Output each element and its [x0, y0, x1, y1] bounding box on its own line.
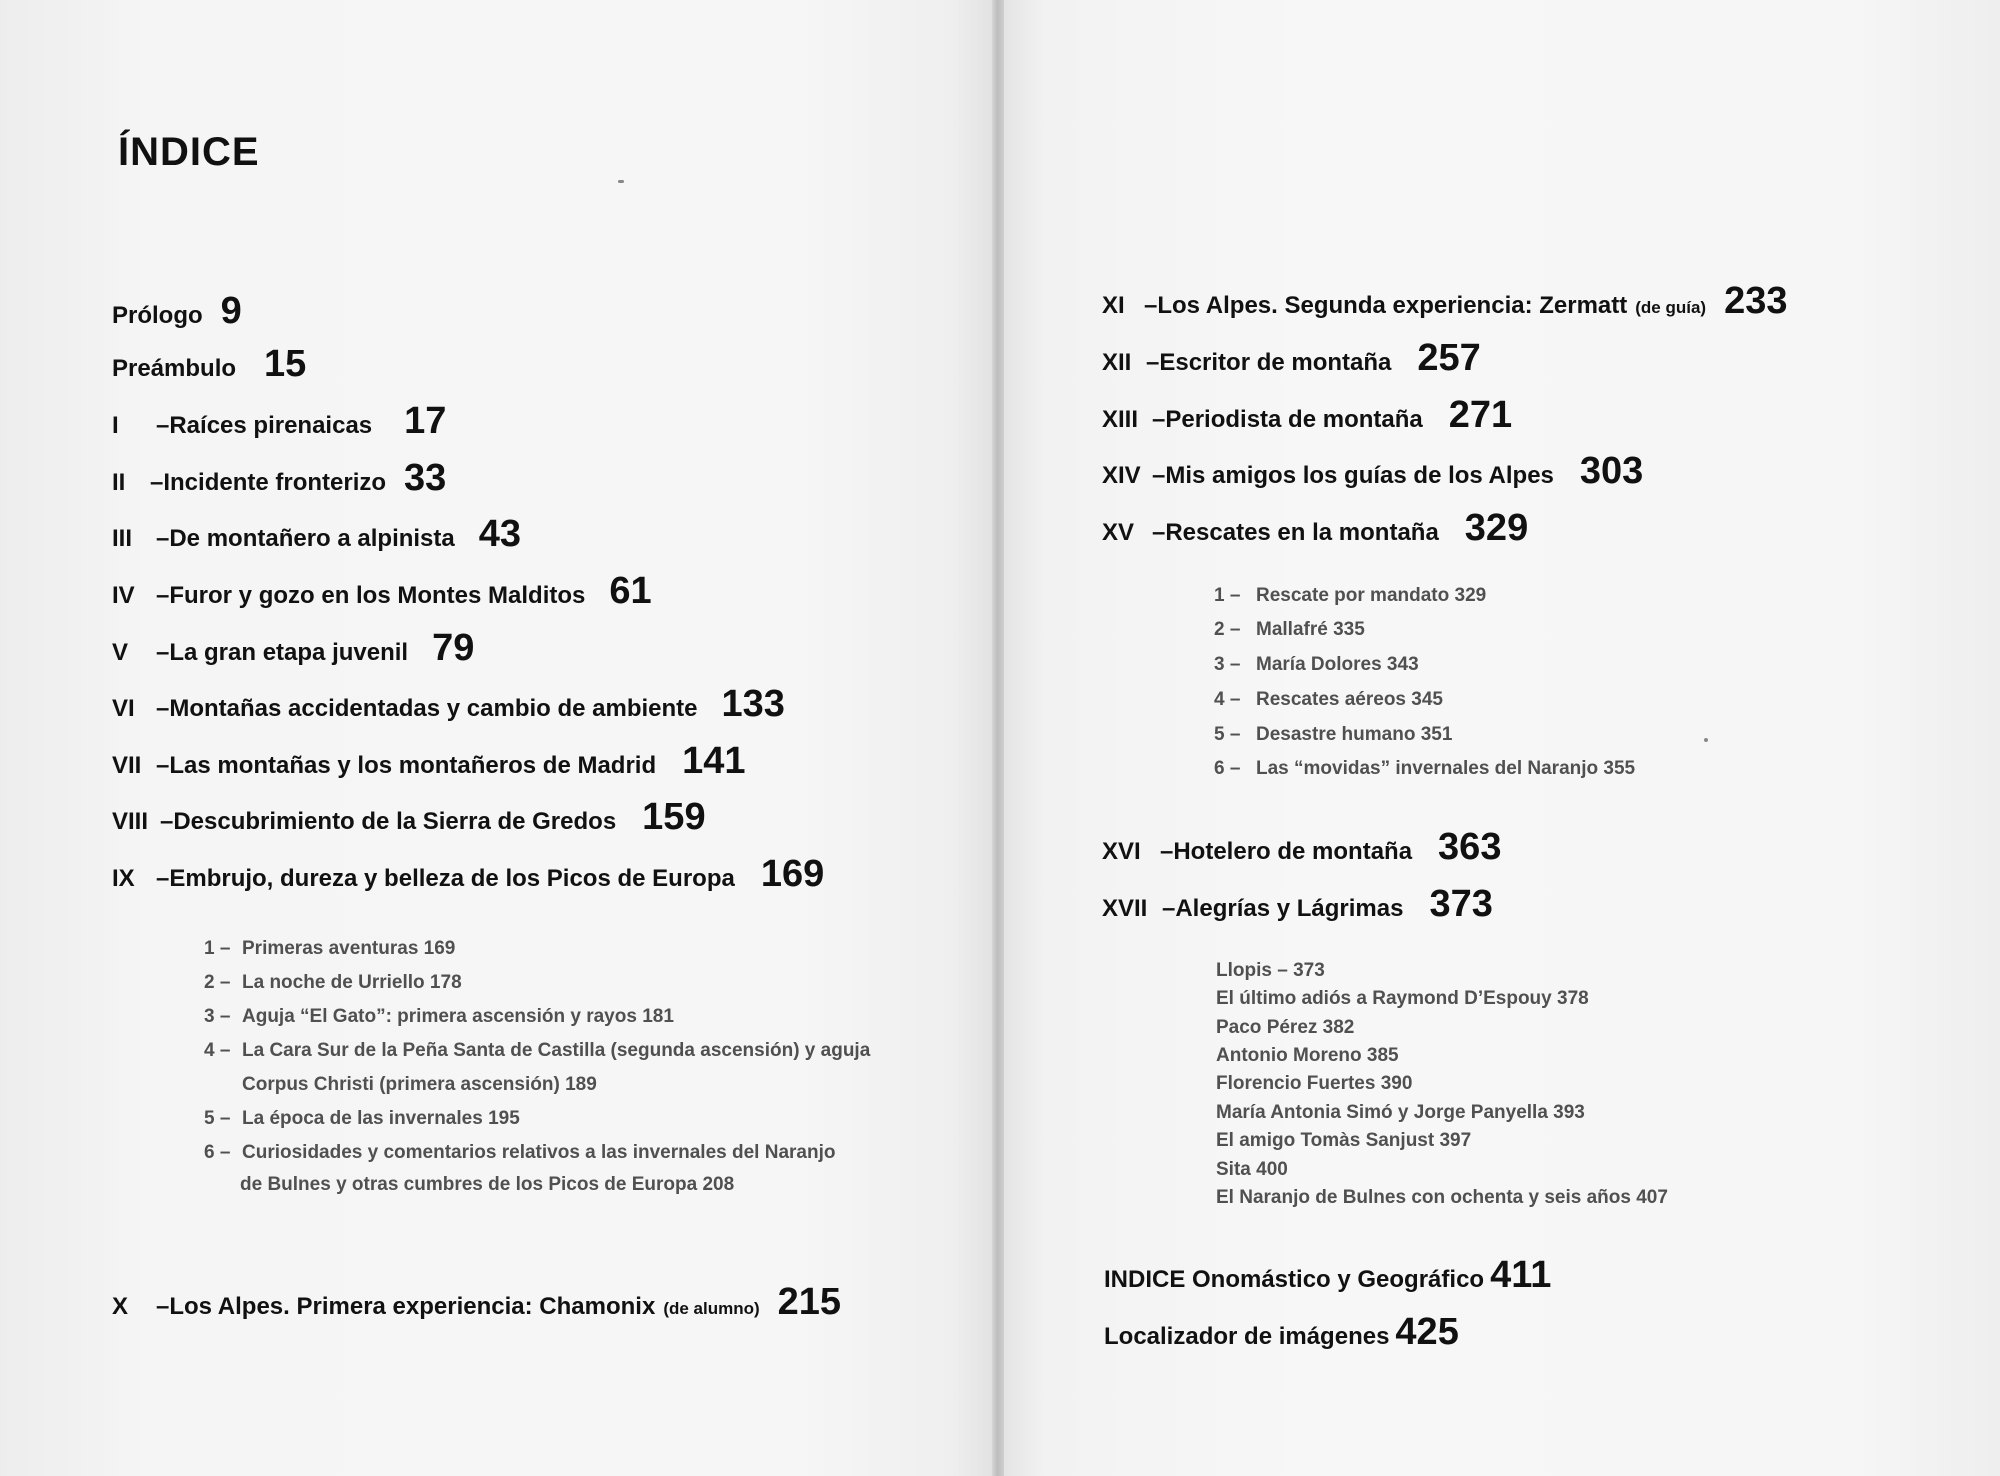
page-number: 15 [264, 343, 307, 385]
subentry-number: 4 – [204, 1040, 231, 1061]
paper-speck [1704, 738, 1708, 742]
chapter-number: XIV [1102, 462, 1141, 489]
chapter-number: I [112, 412, 119, 439]
toc-entry-chapter [112, 1281, 841, 1324]
chapter-number: III [112, 525, 133, 552]
chapter-number: XVI [1102, 838, 1141, 865]
subentry-text: La Cara Sur de la Peña Santa de Castilla (segunda ascensión) y aguja [242, 1040, 871, 1061]
toc-entry-chapter [1102, 450, 1643, 493]
toc-entry-prologo [112, 290, 242, 333]
page-number: 79 [432, 627, 475, 669]
toc-subentry [204, 1142, 835, 1164]
toc-entry-chapter [112, 853, 824, 896]
book-gutter [992, 0, 1004, 1476]
page-number: 61 [609, 570, 652, 612]
chapter-title: –Raíces pirenaicas [156, 412, 373, 439]
subentry-number: 1 – [204, 938, 231, 959]
chapter-title: –Montañas accidentadas y cambio de ambiente [156, 695, 698, 722]
toc-subentry: El Naranjo de Bulnes con ochenta y seis años 407 [1216, 1187, 1668, 1208]
chapter-number: VIII [112, 808, 149, 835]
page-number: 43 [478, 513, 522, 555]
page-number: 233 [1724, 280, 1788, 322]
chapter-title: –Los Alpes. Primera experiencia: Chamonix [156, 1293, 656, 1320]
page-number: 257 [1417, 337, 1481, 379]
page-number: 215 [777, 1281, 842, 1323]
toc-subentry: El último adiós a Raymond D’Espouy 378 [1216, 988, 1589, 1009]
subentry-text: Las “movidas” invernales del Naranjo 355 [1256, 758, 1636, 779]
page-number: 271 [1448, 394, 1513, 436]
chapter-number: XI [1102, 292, 1125, 319]
entry-title: Prólogo [112, 302, 203, 329]
subentry-number: 3 – [1214, 654, 1241, 675]
subentry-text: Rescate por mandato 329 [1256, 585, 1487, 606]
subentry-continuation: de Bulnes y otras cumbres de los Picos de Europa 208 [240, 1174, 735, 1195]
subentry-text: La noche de Urriello 178 [242, 972, 462, 993]
chapter-title: –Rescates en la montaña [1152, 519, 1439, 546]
toc-subentry [1214, 654, 1419, 676]
page-title: ÍNDICE [118, 130, 260, 174]
toc-entry-chapter [1102, 826, 1501, 869]
entry-title: Preámbulo [112, 355, 237, 382]
toc-subentry [204, 1108, 520, 1130]
subentry-text: Aguja “El Gato”: primera ascensión y rayos 181 [242, 1006, 674, 1027]
chapter-number: XV [1102, 519, 1135, 546]
subentry-text: La época de las invernales 195 [242, 1108, 520, 1129]
toc-subentry: Florencio Fuertes 390 [1216, 1073, 1413, 1094]
chapter-number: II [112, 469, 126, 496]
toc-subentry [1214, 724, 1452, 746]
chapter-title: –Los Alpes. Segunda experiencia: Zermatt [1144, 292, 1628, 319]
subentry-text: Desastre humano 351 [1256, 724, 1453, 745]
chapter-number: V [112, 639, 129, 666]
toc-entry-chapter [1102, 394, 1512, 437]
chapter-number: IX [112, 865, 135, 892]
subentry-number: 4 – [1214, 689, 1241, 710]
subentry-number: 1 – [1214, 585, 1241, 606]
entry-title: INDICE Onomástico y Geográfico [1104, 1266, 1485, 1293]
toc-entry-chapter [112, 796, 706, 839]
toc-subentry [1214, 585, 1486, 607]
subentry-text: Primeras aventuras 169 [242, 938, 456, 959]
chapter-title: –Mis amigos los guías de los Alpes [1152, 462, 1554, 489]
toc-subentry: Sita 400 [1216, 1159, 1288, 1180]
toc-entry-chapter [112, 513, 521, 556]
page-number: 363 [1438, 826, 1502, 868]
paper-speck [618, 180, 624, 183]
chapter-number: VII [112, 752, 142, 779]
toc-entry-preambulo [112, 343, 306, 386]
chapter-title: –Incidente fronterizo [150, 469, 387, 496]
chapter-title: –Embrujo, dureza y belleza de los Picos de Europa [156, 865, 735, 892]
toc-entry-chapter [112, 627, 474, 670]
chapter-title: –Las montañas y los montañeros de Madrid [156, 752, 657, 779]
toc-entry-chapter [112, 400, 446, 443]
chapter-number: IV [112, 582, 135, 609]
right-page [1004, 0, 2000, 1476]
chapter-note: (de guía) [1635, 298, 1707, 317]
chapter-note: (de alumno) [663, 1299, 760, 1318]
chapter-number: X [112, 1293, 129, 1320]
chapter-title: –Escritor de montaña [1146, 349, 1392, 376]
chapter-number: XII [1102, 349, 1132, 376]
toc-entry-chapter [112, 457, 446, 500]
subentry-text: Rescates aéreos 345 [1256, 689, 1443, 710]
toc-entry-chapter [1102, 280, 1788, 323]
page-number: 133 [721, 683, 785, 725]
toc-subentry [204, 938, 455, 960]
subentry-continuation: Corpus Christi (primera ascensión) 189 [242, 1074, 597, 1095]
subentry-number: 6 – [1214, 758, 1241, 779]
page-number: 425 [1395, 1311, 1459, 1353]
subentry-number: 2 – [1214, 619, 1241, 640]
toc-subentry [1214, 619, 1365, 641]
subentry-number: 2 – [204, 972, 231, 993]
subentry-text: Mallafré 335 [1256, 619, 1365, 640]
toc-subentry: Llopis – 373 [1216, 960, 1325, 981]
subentry-number: 5 – [204, 1108, 231, 1129]
toc-entry-index [1104, 1254, 1551, 1297]
toc-subentry: El amigo Tomàs Sanjust 397 [1216, 1130, 1472, 1151]
chapter-title: –Descubrimiento de la Sierra de Gredos [160, 808, 617, 835]
chapter-title: –Furor y gozo en los Montes Malditos [156, 582, 586, 609]
toc-entry-chapter [112, 570, 652, 613]
chapter-number: VI [112, 695, 135, 722]
chapter-title: –Alegrías y Lágrimas [1162, 895, 1404, 922]
left-page [0, 0, 992, 1476]
toc-subentry: María Antonia Simó y Jorge Panyella 393 [1216, 1102, 1585, 1123]
page-number: 17 [404, 400, 447, 442]
toc-subentry [204, 972, 462, 994]
toc-subentry [1214, 689, 1443, 711]
page-number: 329 [1464, 507, 1529, 549]
toc-entry-chapter [112, 683, 785, 726]
page-number: 9 [220, 290, 242, 332]
page-number: 33 [404, 457, 447, 499]
subentry-text: Curiosidades y comentarios relativos a las invernales del Naranjo [242, 1142, 836, 1163]
page-number: 159 [642, 796, 706, 838]
chapter-number: XVII [1102, 895, 1148, 922]
toc-subentry: Antonio Moreno 385 [1216, 1045, 1399, 1066]
entry-title: Localizador de imágenes [1104, 1323, 1390, 1350]
subentry-number: 5 – [1214, 724, 1241, 745]
page-number: 169 [760, 853, 825, 895]
subentry-number: 6 – [204, 1142, 231, 1163]
toc-entry-chapter [1102, 507, 1528, 550]
chapter-title: –De montañero a alpinista [156, 525, 455, 552]
chapter-number: XIII [1102, 406, 1139, 433]
page-number: 373 [1429, 883, 1493, 925]
toc-subentry [204, 1006, 674, 1028]
page-number: 303 [1579, 450, 1644, 492]
chapter-title: –Periodista de montaña [1152, 406, 1423, 433]
toc-entry-chapter [112, 740, 746, 783]
subentry-text: María Dolores 343 [1256, 654, 1419, 675]
toc-subentry [204, 1040, 870, 1062]
toc-subentry [1214, 758, 1635, 780]
subentry-number: 3 – [204, 1006, 231, 1027]
toc-entry-image-locator [1104, 1311, 1459, 1354]
chapter-title: –La gran etapa juvenil [156, 639, 409, 666]
toc-subentry: Paco Pérez 382 [1216, 1017, 1355, 1038]
chapter-title: –Hotelero de montaña [1160, 838, 1413, 865]
toc-entry-chapter [1102, 883, 1493, 926]
toc-entry-chapter [1102, 337, 1481, 380]
page-number: 141 [682, 740, 746, 782]
page-number: 411 [1490, 1254, 1552, 1296]
